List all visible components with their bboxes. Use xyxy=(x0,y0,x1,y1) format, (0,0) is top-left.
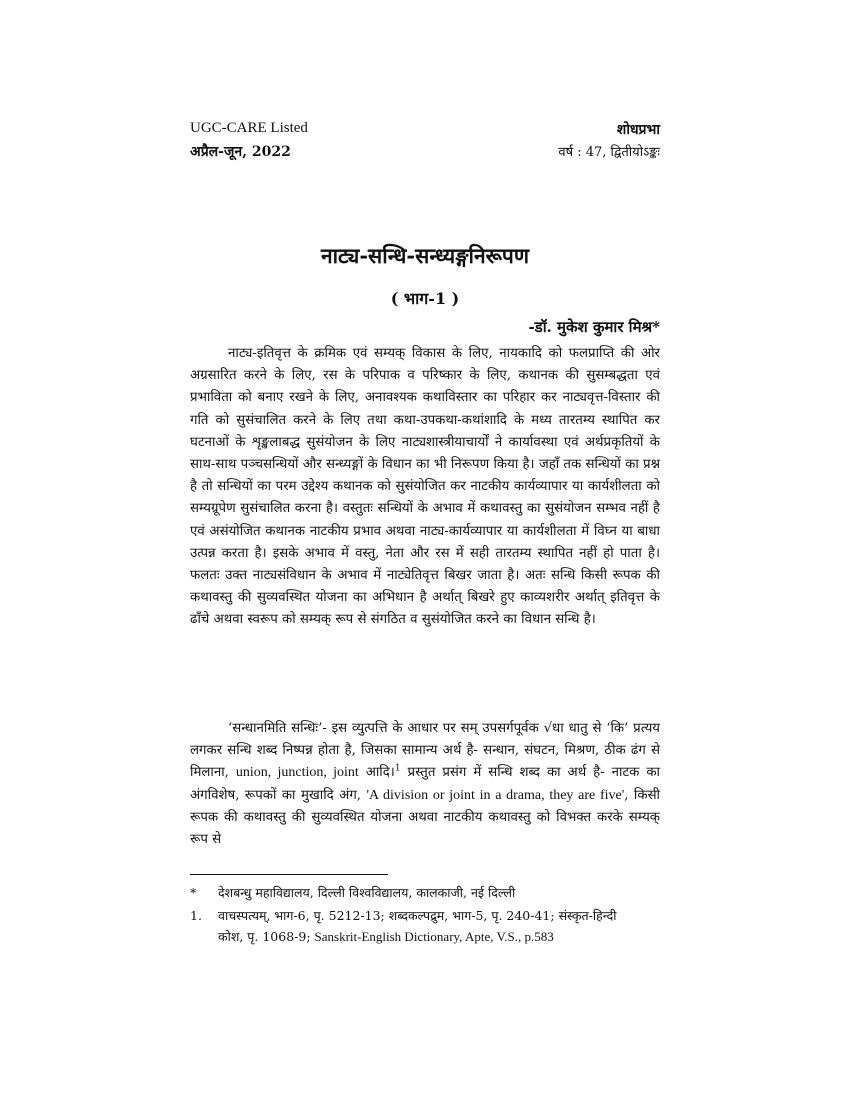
running-header-top xyxy=(190,120,660,139)
paragraph-text-segment: , किसी रूपक की कथावस्तु की सुव्यवस्थित योजना अथवा नाटकीय कथावस्तु को विभक्त करके सम्यक् रूप से xyxy=(190,787,661,848)
footnote-text: देशबन्धु महाविद्यालय, दिल्ली विश्वविद्यालय, कालकाजी, नई दिल्ली xyxy=(218,885,516,900)
ugc-care-label: UGC-CARE Listed xyxy=(190,120,308,136)
footnote-marker: 1. xyxy=(190,908,202,923)
footnote-marker: * xyxy=(190,885,197,900)
paragraph-text-segment: ‘सन्धानमिति सन्धिः’- इस व्युत्पत्ति के आधार पर सम् उपसर्गपूर्वक √धा धातु से ‘कि’ प्रत्यय लगकर सन्धि शब्द निष्पन्न होता है, जिसका सामान्य अर्थ है- सन्धान, संघटन, मिश्रण, ठीक ढंग से मिलाना, xyxy=(190,721,660,781)
footnote-ref-1[interactable]: 1 xyxy=(394,763,401,774)
footnote-english-ref: Sanskrit-English Dictionary, Apte, V.S., p.583 xyxy=(314,929,554,944)
volume-issue: वर्ष : 47, द्वितीयोऽङ्कः xyxy=(558,145,660,160)
footnote-1 xyxy=(190,905,660,947)
body-paragraph-2 xyxy=(190,718,660,851)
paragraph-text xyxy=(190,718,660,851)
issue-date: अप्रैल-जून, 2022 xyxy=(190,144,291,160)
english-gloss: union, junction, joint xyxy=(235,765,359,781)
article-part: ( भाग-1 ) xyxy=(390,289,460,308)
footnote-text: वाचस्पत्यम्, भाग-6, पृ. 5212-13; शब्दकल्पद्रुम, भाग-5, पृ. 240-41; संस्कृत-हिन्दी xyxy=(218,908,617,923)
footnote-affiliation xyxy=(190,882,660,903)
footnote-divider xyxy=(190,874,388,875)
english-quote: 'A division or joint in a drama, they are five' xyxy=(366,787,625,803)
journal-name: शोधप्रभा xyxy=(616,122,660,138)
running-header-bottom xyxy=(190,142,660,161)
paragraph-text-segment: प्रस्तुत प्रसंग में सन्धि शब्द का अर्थ है- नाटक का अंगविशेष, रूपकों का मुखादि अंग, xyxy=(190,765,660,803)
body-paragraph-1 xyxy=(190,343,660,632)
paragraph-text: नाट्य-इतिवृत्त के क्रमिक एवं सम्यक् विकास के लिए, नायकादि को फलप्राप्ति की ओर अग्रसारित करने के लिए, रस के परिपाक व परिष्कार के लिए, कथानक की सुसम्बद्धता एवं प्रभाविता को बनाए रखने के लिए, अनावश्यक कथाविस्तार का परिहार कर नाट्यवृत्त-विस्तार की गति को सुसंचालित करने के लिए तथा कथा-उपकथा-कथांशादि के मध्य तारतम्य स्थापित कर घटनाओं के शृङ्खलाबद्ध सुसंयोजन के लिए नाट्यशास्त्रीयाचार्यों ने कार्यावस्था एवं अर्थप्रकृतियों के साथ-साथ पञ्चसन्धियों और सन्ध्यङ्गों के विधान का भी निरूपण किया है। जहाँ तक सन्धियों का प्रश्न है तो सन्धियों का परम उद्देश्य कथानक को सुसंयोजित कर नाटकीय कार्यव्यापार या कार्यशीलता को सम्यग्रूपेण सुसंचालित करना है। वस्तुतः सन्धियों के अभाव में कथावस्तु का सुसंयोजन सम्भव नहीं है एवं असंयोजित कथानक नाटकीय प्रभाव अथवा नाट्य-कार्यव्यापार या कार्यशीलता में विघ्न या बाधा उत्पन्न करता है। इसके अभाव में वस्तु, नेता और रस में सही तारतम्य स्थापित नहीं हो पाता है। फलतः उक्त नाट्यसंविधान के अभाव में नाट्येतिवृत्त बिखर जाता है। अतः सन्धि किसी रूपक की कथावस्तु की सुव्यवस्थित योजना का अभिधान है अर्थात् बिखरे हुए काव्यशरीर अर्थात् इतिवृत्त के ढाँचे अथवा स्वरूप को सम्यक् रूप से संगठित व सुसंयोजित करने का विधान सन्धि है। xyxy=(190,346,660,628)
article-title: नाट्य-सन्धि-सन्ध्यङ्गनिरूपण xyxy=(320,243,530,268)
paragraph-text-segment: आदि। xyxy=(358,765,395,781)
footnote-text: कोश, पृ. 1068-9; xyxy=(218,929,315,944)
article-author: -डॉ. मुकेश कुमार मिश्र* xyxy=(528,318,660,336)
